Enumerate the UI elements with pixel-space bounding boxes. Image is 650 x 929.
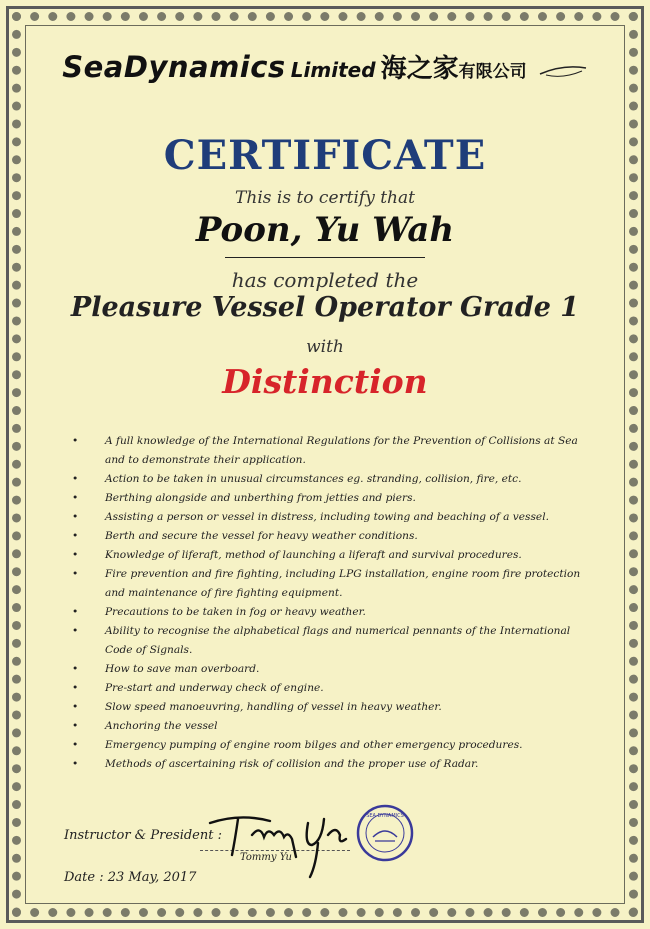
list-item: • Emergency pumping of engine room bilges and other emergency procedures.: [72, 736, 582, 755]
list-item: • Berth and secure the vessel for heavy weather conditions.: [72, 527, 582, 546]
company-seal: [355, 803, 415, 863]
certify-text: This is to certify that: [235, 188, 415, 208]
signature-label: Instructor & President :: [64, 828, 222, 843]
list-item: • A full knowledge of the International Regulations for the Prevention of Collisions at Sea and to demonstrate their application.: [72, 432, 582, 470]
list-item: • How to save man overboard.: [72, 660, 582, 679]
list-item: • Precautions to be taken in fog or heavy weather.: [72, 603, 582, 622]
list-item: • Action to be taken in unusual circumstances eg. stranding, collision, fire, etc.: [72, 470, 582, 489]
company-brand: SeaDynamics: [62, 50, 286, 84]
name-underline: [225, 257, 425, 258]
certificate-title: CERTIFICATE: [163, 132, 487, 179]
list-item: • Pre-start and underway check of engine.: [72, 679, 582, 698]
boat-logo-icon: [538, 62, 588, 84]
honor-distinction: Distinction: [222, 362, 428, 401]
list-item: • Assisting a person or vessel in distress, including towing and beaching of a vessel.: [72, 508, 582, 527]
signatory-name: Tommy Yu: [240, 852, 292, 863]
with-text: with: [306, 337, 344, 357]
seal-text: SEA DYNAMICS: [366, 813, 404, 819]
recipient-name: Poon, Yu Wah: [195, 210, 455, 250]
company-name-chinese-suffix: 有限公司: [458, 62, 527, 82]
competency-list: [72, 432, 582, 774]
list-item: • Methods of ascertaining risk of collision and the proper use of Radar.: [72, 755, 582, 774]
list-item: • Ability to recognise the alphabetical flags and numerical pennants of the International Code of Signals.: [72, 622, 582, 660]
handwritten-signature: [200, 805, 350, 885]
list-item: • Slow speed manoeuvring, handling of vessel in heavy weather.: [72, 698, 582, 717]
issue-date: Date : 23 May, 2017: [64, 870, 197, 885]
company-name-chinese: 海之家: [380, 54, 459, 84]
list-item: • Berthing alongside and unberthing from jetties and piers.: [72, 489, 582, 508]
list-item: • Knowledge of liferaft, method of launching a liferaft and survival procedures.: [72, 546, 582, 565]
course-name: Pleasure Vessel Operator Grade 1: [70, 292, 580, 323]
list-item: • Anchoring the vessel: [72, 717, 582, 736]
list-item: • Fire prevention and fire fighting, including LPG installation, engine room fire protection and maintenance of fire fighting equipment.: [72, 565, 582, 603]
completed-text: has completed the: [231, 268, 419, 292]
company-suffix: Limited: [290, 58, 376, 82]
company-header: [0, 48, 650, 85]
